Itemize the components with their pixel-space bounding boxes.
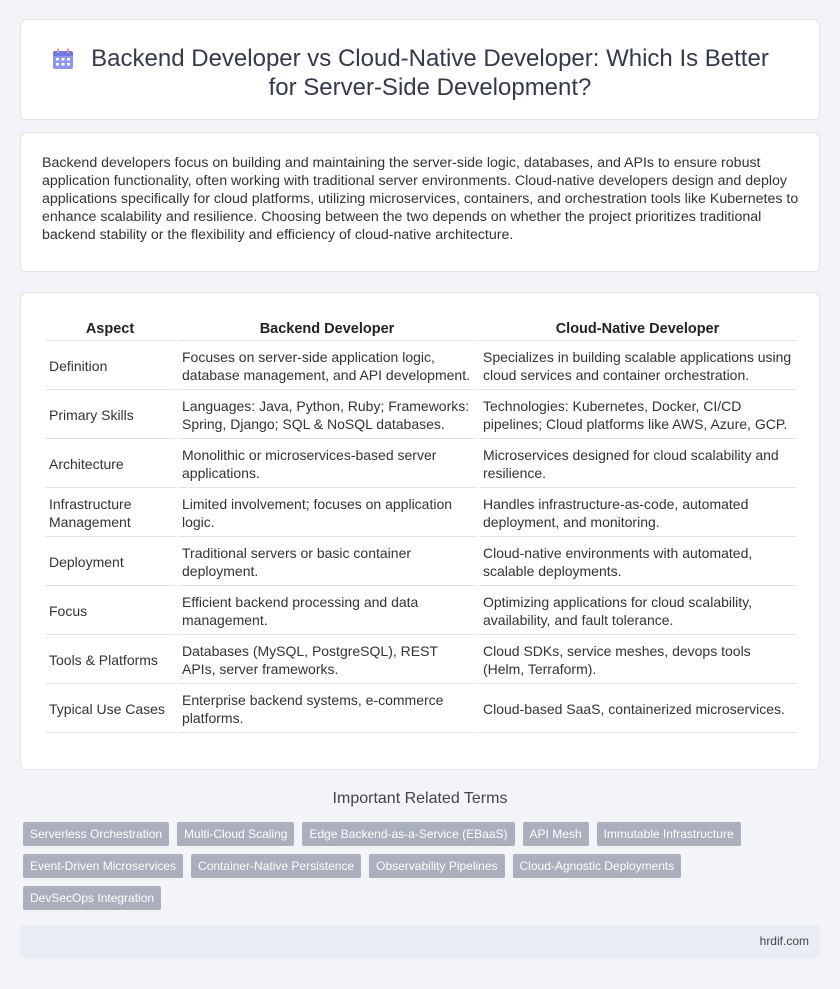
table-row	[45, 343, 796, 390]
row-backend: Languages: Java, Python, Ruby; Frameworks: Spring, Django; SQL & NoSQL databases.	[178, 392, 476, 439]
row-backend: Focuses on server-side application logic, database management, and API development.	[178, 343, 476, 390]
related-term-tag[interactable]: Edge Backend-as-a-Service (EBaaS)	[302, 822, 514, 846]
row-backend: Limited involvement; focuses on application logic.	[178, 490, 476, 537]
row-aspect: Definition	[45, 343, 175, 390]
row-backend: Efficient backend processing and data management.	[178, 588, 476, 635]
related-term-tag[interactable]: API Mesh	[523, 822, 589, 846]
related-term-tag[interactable]: Serverless Orchestration	[23, 822, 169, 846]
row-backend: Databases (MySQL, PostgreSQL), REST APIs, server frameworks.	[178, 637, 476, 684]
footer-site-link[interactable]: hrdif.com	[759, 934, 809, 948]
header-backend: Backend Developer	[178, 317, 476, 341]
related-term-tag[interactable]: Immutable Infrastructure	[597, 822, 741, 846]
row-cloud-native: Cloud SDKs, service meshes, devops tools (Helm, Terraform).	[479, 637, 796, 684]
row-cloud-native: Cloud-native environments with automated, scalable deployments.	[479, 539, 796, 586]
row-aspect: Deployment	[45, 539, 175, 586]
header-cloud-native: Cloud-Native Developer	[479, 317, 796, 341]
title-card	[20, 19, 820, 120]
table-row	[45, 392, 796, 439]
comparison-card	[20, 292, 820, 770]
header-aspect: Aspect	[45, 317, 175, 341]
table-row	[45, 686, 796, 733]
table-row	[45, 441, 796, 488]
table-row	[45, 539, 796, 586]
table-row	[45, 588, 796, 635]
row-aspect: Primary Skills	[45, 392, 175, 439]
row-aspect: Infrastructure Management	[45, 490, 175, 537]
intro-paragraph: Backend developers focus on building and maintaining the server-side logic, databases, and APIs to ensure robust application functionality, often working with traditional server environments. Cloud-native developers design and deploy applications specifically for cloud platforms, utilizing microservices, containers, and orchestration tools like Kubernetes to enhance scalability and resilience. Choosing between the two depends on whether the project prioritizes traditional backend stability or the flexibility and efficiency of cloud-native architecture.	[42, 155, 799, 243]
related-term-tag[interactable]: Event-Driven Microservices	[23, 854, 183, 878]
row-cloud-native: Specializes in building scalable applications using cloud services and container orchestration.	[479, 343, 796, 390]
row-aspect: Typical Use Cases	[45, 686, 175, 733]
table-row	[45, 637, 796, 684]
row-cloud-native: Cloud-based SaaS, containerized microservices.	[479, 686, 796, 733]
row-backend: Enterprise backend systems, e-commerce platforms.	[178, 686, 476, 733]
table-header-row	[45, 317, 796, 341]
related-term-tag[interactable]: Multi-Cloud Scaling	[177, 822, 294, 846]
related-term-tag[interactable]: DevSecOps Integration	[23, 886, 161, 910]
table-row	[45, 490, 796, 537]
row-aspect: Focus	[45, 588, 175, 635]
related-terms-list	[23, 822, 823, 910]
row-cloud-native: Technologies: Kubernetes, Docker, CI/CD pipelines; Cloud platforms like AWS, Azure, GCP.	[479, 392, 796, 439]
related-term-tag[interactable]: Container-Native Persistence	[191, 854, 361, 878]
row-cloud-native: Optimizing applications for cloud scalability, availability, and fault tolerance.	[479, 588, 796, 635]
row-cloud-native: Microservices designed for cloud scalability and resilience.	[479, 441, 796, 488]
comparison-table	[42, 315, 799, 735]
row-aspect: Architecture	[45, 441, 175, 488]
intro-card	[20, 132, 820, 272]
row-cloud-native: Handles infrastructure-as-code, automated deployment, and monitoring.	[479, 490, 796, 537]
related-term-tag[interactable]: Cloud-Agnostic Deployments	[513, 854, 682, 878]
page-title: Backend Developer vs Cloud-Native Developer: Which Is Better for Server-Side Development?	[91, 45, 769, 101]
footer-bar	[20, 925, 820, 958]
related-term-tag[interactable]: Observability Pipelines	[369, 854, 504, 878]
row-backend: Traditional servers or basic container deployment.	[178, 539, 476, 586]
row-aspect: Tools & Platforms	[45, 637, 175, 684]
row-backend: Monolithic or microservices-based server applications.	[178, 441, 476, 488]
related-terms-title: Important Related Terms	[332, 790, 508, 807]
